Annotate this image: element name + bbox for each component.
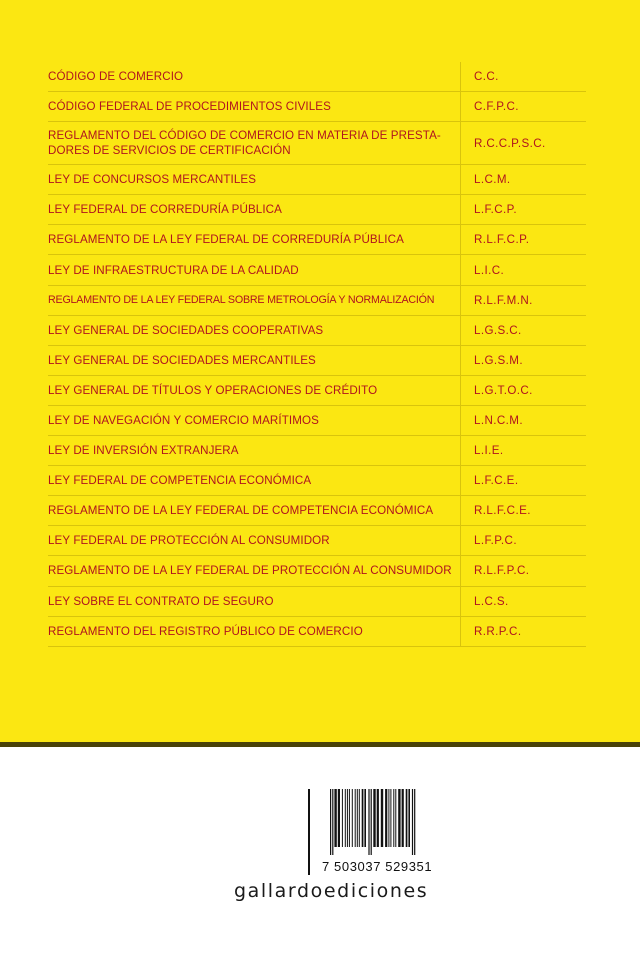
law-abbreviation: C.F.P.C. — [474, 100, 519, 114]
law-name: LEY DE INFRAESTRUCTURA DE LA CALIDAD — [48, 263, 299, 277]
law-abbreviation: L.I.C. — [474, 263, 505, 277]
law-abbreviation: L.G.S.M. — [474, 353, 523, 367]
law-name: LEY DE INVERSIÓN EXTRANJERA — [48, 444, 239, 458]
barcode — [308, 789, 453, 875]
law-abbreviation: L.C.M. — [474, 173, 511, 187]
law-name: LEY GENERAL DE SOCIEDADES COOPERATIVAS — [48, 323, 324, 337]
law-name: LEY FEDERAL DE PROTECCIÓN AL CONSUMIDOR — [48, 534, 330, 548]
law-abbreviation: R.C.C.P.S.C. — [474, 136, 546, 150]
law-row — [48, 466, 586, 496]
law-row — [48, 286, 586, 316]
laws-abbreviation-table — [48, 62, 586, 647]
law-row — [48, 255, 586, 285]
law-row — [48, 346, 586, 376]
law-row — [48, 436, 586, 466]
law-name: LEY DE CONCURSOS MERCANTILES — [48, 173, 257, 187]
law-name: REGLAMENTO DE LA LEY FEDERAL SOBRE METROLOGÍA Y NORMALIZACIÓN — [48, 293, 435, 306]
barcode-digits: 7 503037 529351 — [322, 859, 433, 874]
law-abbreviation: R.L.F.C.E. — [474, 504, 531, 518]
law-name: REGLAMENTO DE LA LEY FEDERAL DE PROTECCIÓN AL CONSUMIDOR — [48, 564, 452, 578]
law-abbreviation: L.C.S. — [474, 594, 509, 608]
barcode-guide-line — [308, 789, 310, 875]
law-name: LEY GENERAL DE SOCIEDADES MERCANTILES — [48, 353, 316, 367]
law-row — [48, 406, 586, 436]
law-name: CÓDIGO FEDERAL DE PROCEDIMIENTOS CIVILES — [48, 100, 331, 114]
law-abbreviation: R.L.F.M.N. — [474, 293, 533, 307]
publisher-name: gallardoediciones — [234, 880, 429, 902]
law-row — [48, 376, 586, 406]
law-name: LEY FEDERAL DE CORREDURÍA PÚBLICA — [48, 203, 282, 217]
law-name: REGLAMENTO DE LA LEY FEDERAL DE CORREDURÍA PÚBLICA — [48, 233, 404, 247]
law-row — [48, 556, 586, 586]
law-name: REGLAMENTO DE LA LEY FEDERAL DE COMPETENCIA ECONÓMICA — [48, 504, 434, 518]
law-name: LEY FEDERAL DE COMPETENCIA ECONÓMICA — [48, 474, 312, 488]
law-abbreviation: L.N.C.M. — [474, 413, 523, 427]
law-row — [48, 225, 586, 255]
law-row — [48, 122, 586, 165]
law-name: LEY SOBRE EL CONTRATO DE SEGURO — [48, 594, 274, 608]
law-abbreviation: R.L.F.P.C. — [474, 564, 530, 578]
law-abbreviation: L.F.C.E. — [474, 474, 519, 488]
law-row — [48, 62, 586, 92]
law-row — [48, 587, 586, 617]
law-abbreviation: L.I.E. — [474, 444, 504, 458]
law-abbreviation: L.G.T.O.C. — [474, 383, 533, 397]
law-abbreviation: R.L.F.C.P. — [474, 233, 530, 247]
law-row — [48, 92, 586, 122]
law-row — [48, 316, 586, 346]
dark-divider-band — [0, 742, 640, 747]
law-row — [48, 526, 586, 556]
law-name: LEY GENERAL DE TÍTULOS Y OPERACIONES DE CRÉDITO — [48, 383, 378, 397]
law-name: REGLAMENTO DEL REGISTRO PÚBLICO DE COMERCIO — [48, 624, 363, 638]
law-name: REGLAMENTO DEL CÓDIGO DE COMERCIO EN MATERIA DE PRESTA- DORES DE SERVICIOS DE CERTIFICACIÓN — [48, 129, 441, 158]
law-row — [48, 195, 586, 225]
law-row — [48, 165, 586, 195]
law-row — [48, 496, 586, 526]
law-abbreviation: R.R.P.C. — [474, 624, 522, 638]
law-abbreviation: C.C. — [474, 70, 499, 84]
law-name: LEY DE NAVEGACIÓN Y COMERCIO MARÍTIMOS — [48, 413, 319, 427]
law-abbreviation: L.F.P.C. — [474, 534, 517, 548]
law-abbreviation: L.G.S.C. — [474, 323, 522, 337]
law-row — [48, 617, 586, 647]
barcode-bars — [330, 789, 452, 855]
law-abbreviation: L.F.C.P. — [474, 203, 517, 217]
law-name: CÓDIGO DE COMERCIO — [48, 70, 184, 84]
